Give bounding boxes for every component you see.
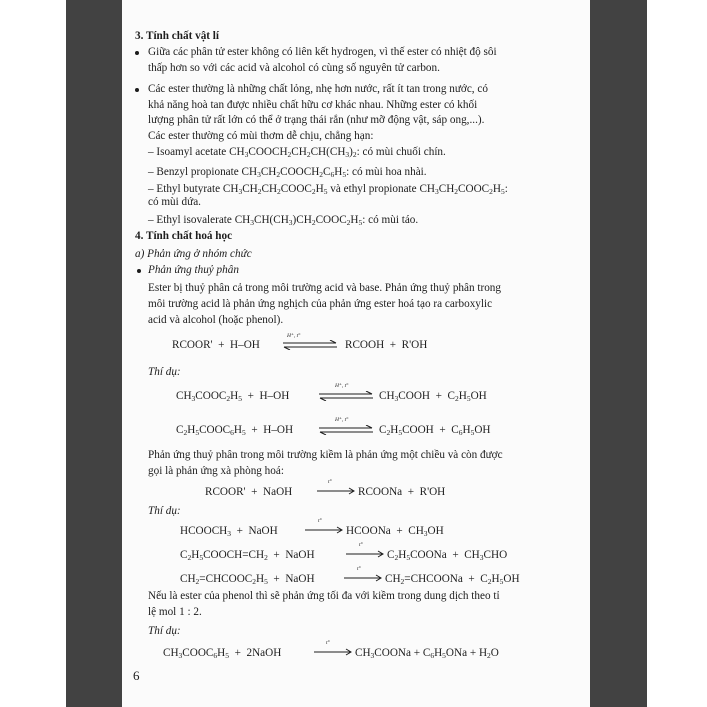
arrow-icon xyxy=(316,487,356,495)
page-number: 6 xyxy=(133,668,140,683)
example-benzyl-propionate: – Benzyl propionate $CH_3CH_2COOCH_2C_6H_5$: có mùi hoa nhài. xyxy=(148,166,427,179)
bullet-dot xyxy=(137,269,141,273)
equation-phenyl-acetate-left: $CH_3COOC_6H_5$ + 2NaOH xyxy=(163,647,282,660)
example-label: Thí dụ: xyxy=(148,625,181,637)
section-4-heading: 4. Tính chất hoá học xyxy=(135,230,233,242)
equation-ethyl-acetate-right: $CH_3COOH + C_2H_5OH$ xyxy=(379,390,487,403)
paragraph-line: môi trường acid là phản ứng nghịch của phản ứng ester hoá tạo ra carboxylic xyxy=(148,298,493,310)
equation-ethyl-acrylate-left: $CH_2=CHCOOC_2H_5$ + NaOH xyxy=(180,573,315,586)
equation-vinyl-propionate-right: $C_2H_5COONa + CH_3CHO$ xyxy=(387,549,508,562)
paragraph-line: khả năng hoà tan được nhiều chất hữu cơ khác nhau. Những ester có khối xyxy=(148,99,478,111)
equation-general-hydrolysis-left: RCOOR' + H–OH xyxy=(172,339,260,351)
arrow-icon xyxy=(313,648,353,656)
reaction-condition: t° xyxy=(357,566,361,572)
example-ethyl-butyrate: – Ethyl butyrate $CH_3CH_2CH_2COOC_2H_5$ và ethyl propionate $CH_3CH_2COOC_2H_5$: xyxy=(148,183,508,196)
equation-methyl-formate-right: HCOONa + $CH_3OH$ xyxy=(346,525,444,538)
hydrolysis-title: Phản ứng thuỷ phân xyxy=(148,264,239,276)
paragraph-line: acid và alcohol (hoặc phenol). xyxy=(148,314,284,326)
reaction-condition: t° xyxy=(328,479,332,485)
paragraph-line: Nếu là ester của phenol thì sẽ phản ứng tối đa với kiềm trong dung dịch theo tỉ xyxy=(148,590,500,602)
example-ethyl-isovalerate: – Ethyl isovalerate $CH_3CH(CH_3)CH_2COOC_2H_5$: có mùi táo. xyxy=(148,214,419,227)
reaction-condition: H⁺, t° xyxy=(335,417,349,423)
reaction-condition: t° xyxy=(318,518,322,524)
paragraph-line: thấp hơn so với các acid và alcohol có cùng số nguyên tử carbon. xyxy=(148,62,440,74)
example-label: Thí dụ: xyxy=(148,366,181,378)
paragraph-line: Ester bị thuỷ phân cả trong môi trường acid và base. Phản ứng thuỷ phân trong xyxy=(148,282,501,294)
section-3-heading: 3. Tính chất vật lí xyxy=(135,30,220,42)
equation-phenyl-propionate-left: $C_2H_5COOC_6H_5 + H-OH$ xyxy=(176,424,294,437)
arrow-icon xyxy=(343,574,383,582)
reaction-condition: t° xyxy=(326,640,330,646)
paragraph-line: Phản ứng thuỷ phân trong môi trường kiềm là phản ứng một chiều và còn được xyxy=(148,449,503,461)
bullet-dot xyxy=(135,88,139,92)
equation-saponification-right: RCOONa + R'OH xyxy=(358,486,446,498)
equation-phenyl-acetate-right: $CH_3COONa + C_6H_5ONa + H_2O$ xyxy=(355,647,499,660)
reaction-condition: H⁺, t° xyxy=(335,383,349,389)
equation-general-hydrolysis-right: RCOOH + R'OH xyxy=(345,339,428,351)
equilibrium-arrow-icon xyxy=(318,425,374,435)
bullet-dot xyxy=(135,51,139,55)
paragraph-line: lệ mol 1 : 2. xyxy=(148,606,202,618)
example-isoamyl-acetate: – Isoamyl acetate $CH_3COOCH_2CH_2CH(CH_3)_2$: có mùi chuối chín. xyxy=(148,146,446,159)
equation-vinyl-propionate-left: $C_2H_5COOCH=CH_2$ + NaOH xyxy=(180,549,315,562)
equilibrium-arrow-icon xyxy=(318,391,374,401)
paragraph-line: Các ester thường có mùi thơm dễ chịu, chẳng hạn: xyxy=(148,130,374,142)
equation-ethyl-acrylate-right: $CH_2=CHCOONa + C_2H_5OH$ xyxy=(385,573,520,586)
arrow-icon xyxy=(345,550,385,558)
equilibrium-arrow-icon xyxy=(282,340,338,350)
equation-ethyl-acetate-left: $CH_3COOC_2H_5 + H-OH$ xyxy=(176,390,290,403)
left-viewer-margin xyxy=(66,0,122,707)
paragraph-line: Giữa các phân tử ester không có liên kết hydrogen, vì thế ester có nhiệt độ sôi xyxy=(148,46,497,58)
paragraph-line: gọi là phản ứng xà phòng hoá: xyxy=(148,465,284,477)
arrow-icon xyxy=(304,526,344,534)
paragraph-line: lượng phân tử rất lớn có thể ở trạng thái rắn (như mỡ động vật, sáp ong,...). xyxy=(148,114,485,126)
reaction-condition: t° xyxy=(359,542,363,548)
equation-phenyl-propionate-right: $C_2H_5COOH + C_6H_5OH$ xyxy=(379,424,491,437)
paragraph-line: Các ester thường là những chất lỏng, nhẹ hơn nước, rất ít tan trong nước, có xyxy=(148,83,488,95)
equation-saponification-left: RCOOR' + NaOH xyxy=(205,486,293,498)
subsection-a-heading: a) Phản ứng ở nhóm chức xyxy=(135,248,252,260)
reaction-condition: H⁺, t° xyxy=(287,333,301,339)
example-label: Thí dụ: xyxy=(148,505,181,517)
paragraph-line: có mùi dứa. xyxy=(148,196,201,208)
equation-methyl-formate-left: $HCOOCH_3$ + NaOH xyxy=(180,525,278,538)
right-viewer-margin xyxy=(590,0,647,707)
